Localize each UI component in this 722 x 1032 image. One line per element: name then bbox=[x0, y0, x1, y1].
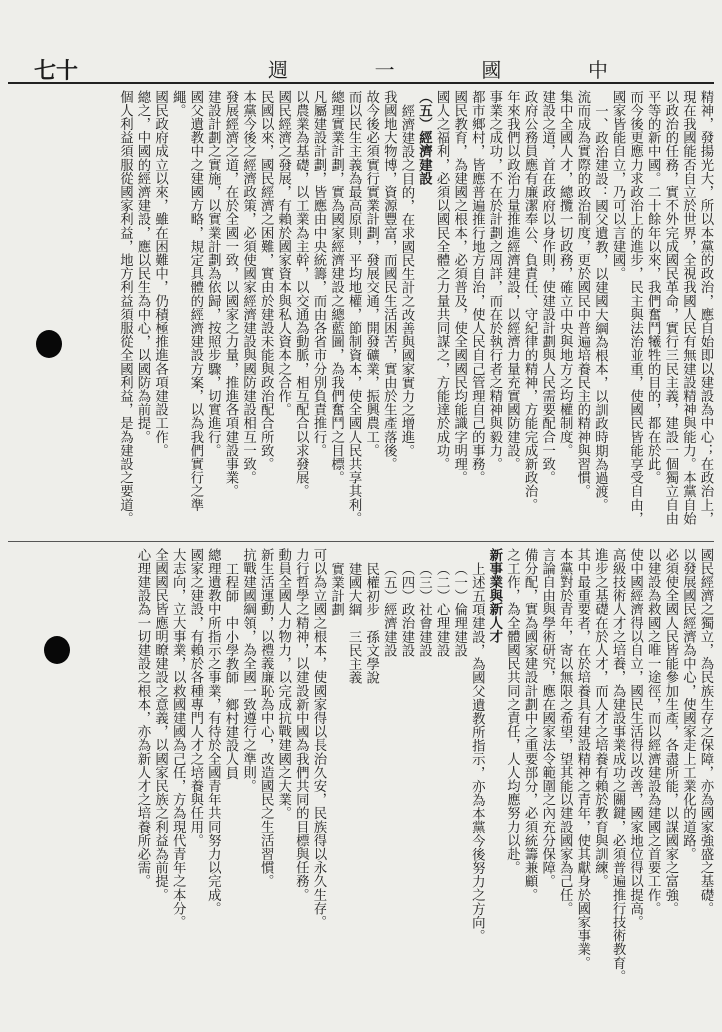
text-column: 可以為立國之根本，使國家得以長治久安，民族得以永久生存。 bbox=[310, 548, 326, 929]
lower-text-section bbox=[8, 548, 714, 1018]
text-column: 國家皆能自立，乃可以言建國。 bbox=[610, 90, 626, 281]
text-column: 建國大綱 三民主義 bbox=[346, 562, 362, 685]
text-column: 使中國經濟得以自立，國民生活得以改善，國家地位得以提高。 bbox=[627, 548, 643, 929]
text-column: 而今後更應力求政治上的進步，民主與法治並重，使國民皆能享受自由， bbox=[627, 90, 643, 526]
text-column: 國民經濟之發展，有賴於國家資本與私人資本之合作。 bbox=[275, 90, 291, 417]
text-column: 年來我們以政治力量推進經濟建設，以經濟力量充實國防建設。 bbox=[504, 90, 520, 471]
text-column: 平等的新中國。二十餘年以來，我們奮鬥犧牲的目的，都在於此。 bbox=[645, 90, 661, 485]
text-column: 民國以來，國民經濟之困難，實由於建設未能與政治配合所致。 bbox=[258, 90, 274, 471]
text-column: 現在我國能否自立於世界，全視我國人民有無建設精神與能力。本黨自始 bbox=[680, 90, 696, 526]
text-column: 經濟建設之目的，在求國民生計之改善與國家實力之增進。 bbox=[398, 104, 414, 458]
text-column: 工程師 中小學教師 鄉村建設人員 bbox=[222, 562, 238, 780]
text-column: 而以民生主義為最高原則，平均地權，節制資本，使全國人民共享其利。 bbox=[346, 90, 362, 526]
section-divider bbox=[8, 541, 714, 542]
text-column: 新生活運動，以禮義廉恥為中心，改造國民之生活習慣。 bbox=[258, 548, 274, 888]
text-column: （五）經濟建設 bbox=[381, 562, 397, 658]
journal-title-char: 週 bbox=[268, 58, 288, 82]
page-header bbox=[8, 52, 714, 84]
text-column: 進步之基礎在於人才，而人才之培養有賴於教育與訓練。 bbox=[592, 548, 608, 888]
text-column: 精神，發揚光大，所以本黨的政治，應自始即以建設為中心；在政治上， bbox=[698, 90, 713, 526]
text-column: （二）心理建設 bbox=[434, 562, 450, 658]
section-heading: 新事業與新人才 bbox=[486, 548, 503, 644]
text-column: 大志向，立大事業，以救國建國為己任，方為現代青年之本分。 bbox=[170, 548, 186, 929]
text-column: 總理實業計劃，實為國家經濟建設之總藍圖，為我們奮鬥之目標。 bbox=[328, 90, 344, 485]
text-column: 發展經濟之道，在於全國一致，以國家之力量，推進各項建設事業。 bbox=[222, 90, 238, 498]
section-heading: （五）經濟建設 bbox=[416, 90, 433, 186]
text-column: （四）政治建設 bbox=[398, 562, 414, 658]
text-column: 實業計劃 bbox=[328, 562, 344, 617]
text-column: 備分配，實為國家建設計劃中之重要部分，必須統籌兼顧。 bbox=[522, 548, 538, 902]
text-column: 抗戰建國綱領，為全國一致遵行之準則。 bbox=[240, 548, 256, 793]
text-column: 我國地大物博，資源豐富，而國民生活困苦，實由於生產落後。 bbox=[381, 90, 397, 471]
text-column: 建設之道，首在政府以身作則，使建設計劃與人民需要配合一致。 bbox=[539, 90, 555, 485]
text-column: 國民政府成立以來，雖在困難中，仍積極推進各項建設工作。 bbox=[152, 90, 168, 458]
page-number: 七十 bbox=[34, 58, 79, 84]
text-column: 都市鄉村，皆應普遍推行地方自治，使人民自己管理自己的事務。 bbox=[469, 90, 485, 485]
text-column: 言論自由與學術研究，應在國家法令範圍之內充分保障。 bbox=[539, 548, 555, 888]
text-column: 國家之建設，有賴於各種專門人才之培養與任用。 bbox=[187, 548, 203, 848]
text-column: 總理遺教中所指示之事業，有待於全國青年共同努力以完成。 bbox=[205, 548, 221, 916]
text-column: （一）倫理建設 bbox=[451, 562, 467, 658]
text-column: 以建設為救國之唯一途徑，而以經濟建設為建國之首要工作。 bbox=[645, 548, 661, 916]
text-column: 國民教育，為建國之根本，必須普及，使全國國民均能識字明理。 bbox=[451, 90, 467, 485]
text-column: 國民經濟之獨立，為民族生存之保障，亦為國家強盛之基礎。 bbox=[698, 548, 713, 916]
text-column: 動員全國人力物力，以完成抗戰建國之大業。 bbox=[275, 548, 291, 820]
ink-blot bbox=[44, 636, 70, 664]
text-column: 本黨對於青年，寄以無限之希望，望其能以建設國家為己任。 bbox=[557, 548, 573, 916]
text-column: 以發展國民經濟為中心，使國家走上工業化的道路。 bbox=[680, 548, 696, 861]
ink-blot bbox=[36, 330, 62, 358]
text-column: 故今後必須實行實業計劃，發展交通，開發礦業，振興農工。 bbox=[363, 90, 379, 458]
text-column: 之工作，為全體國民共同之責任，人人均應努力以赴。 bbox=[504, 548, 520, 875]
text-column: 事業之成功，不在於計劃之周詳，而在於執行者之精神與毅力。 bbox=[486, 90, 502, 471]
journal-title-char: 國 bbox=[481, 58, 502, 82]
text-column: 力行哲學之精神，以建設新中國為我們共同的目標與任務。 bbox=[293, 548, 309, 902]
text-column: （三）社會建設 bbox=[416, 562, 432, 658]
journal-title bbox=[248, 54, 628, 83]
text-column: 本黨今後之經濟政策，必須使國家經濟建設與國防建設相互一致。 bbox=[240, 90, 256, 485]
text-column: 其中最重要者，在於培養具有建設精神之青年，使其獻身於國家事業。 bbox=[574, 548, 590, 970]
text-column: 必須使全國人民皆能參加生產，各盡所能，以謀國家之富強。 bbox=[662, 548, 678, 916]
text-column: 流而成為實際的政治制度，更於國民中普遍培養民主的精神與習慣。 bbox=[574, 90, 590, 498]
text-column: 政府公務員應有廉潔奉公、負責任、守紀律的精神，方能完成新政治。 bbox=[522, 90, 538, 512]
text-column: 集中全國人才，總攬一切政務，確立中央與地方之均權制度。 bbox=[557, 90, 573, 458]
text-column: 心理建設為一切建設之根本，亦為新人才之培養所必需。 bbox=[135, 548, 150, 888]
journal-title-char: 一 bbox=[374, 58, 395, 82]
text-column: 上述五項建設，為國父遺教所指示，亦為本黨今後努力之方向。 bbox=[469, 562, 485, 943]
text-column: 凡屬建設計劃，皆應由中央統籌，而由各省市分別負責推行。 bbox=[310, 90, 326, 458]
text-column: 民權初步 孫文學說 bbox=[363, 562, 379, 685]
text-column: 建設計劃之實施，以實業計劃為依歸，按照步驟，切實進行。 bbox=[205, 90, 221, 458]
text-column: 全國國民皆應明瞭建設之意義，以國家民族之利益為前提。 bbox=[152, 548, 168, 902]
text-column: 以政治的任務，實不外完成國民革命，實行三民主義，建設一個獨立自由 bbox=[662, 90, 678, 526]
upper-text-section bbox=[8, 90, 714, 538]
text-column: 以農業為基礎，以工業為主幹，以交通為動脈，相互配合以求發展。 bbox=[293, 90, 309, 498]
journal-title-char: 中 bbox=[587, 58, 608, 82]
text-column: 總之，中國的經濟建設，應以民生為中心，以國防為前提。 bbox=[135, 90, 150, 444]
text-column: 國父遺教中之建國方略，規定具體的經濟建設方案，以為我們實行之準繩。 bbox=[170, 90, 203, 512]
text-column: 個人利益須服從國家利益，地方利益須服從全國利益，是為建設之要道。 bbox=[117, 90, 133, 526]
text-column: 一、政治建設：國父遺教，以建國大綱為根本，以訓政時期為過渡。 bbox=[592, 104, 608, 512]
text-column: 國人之福利，必須以國民全體之力量共同謀之，方能達於成功。 bbox=[434, 90, 450, 471]
text-column: 高級技術人才之培養，為建設事業成功之關鍵，必須普遍推行技術教育。 bbox=[610, 548, 626, 984]
